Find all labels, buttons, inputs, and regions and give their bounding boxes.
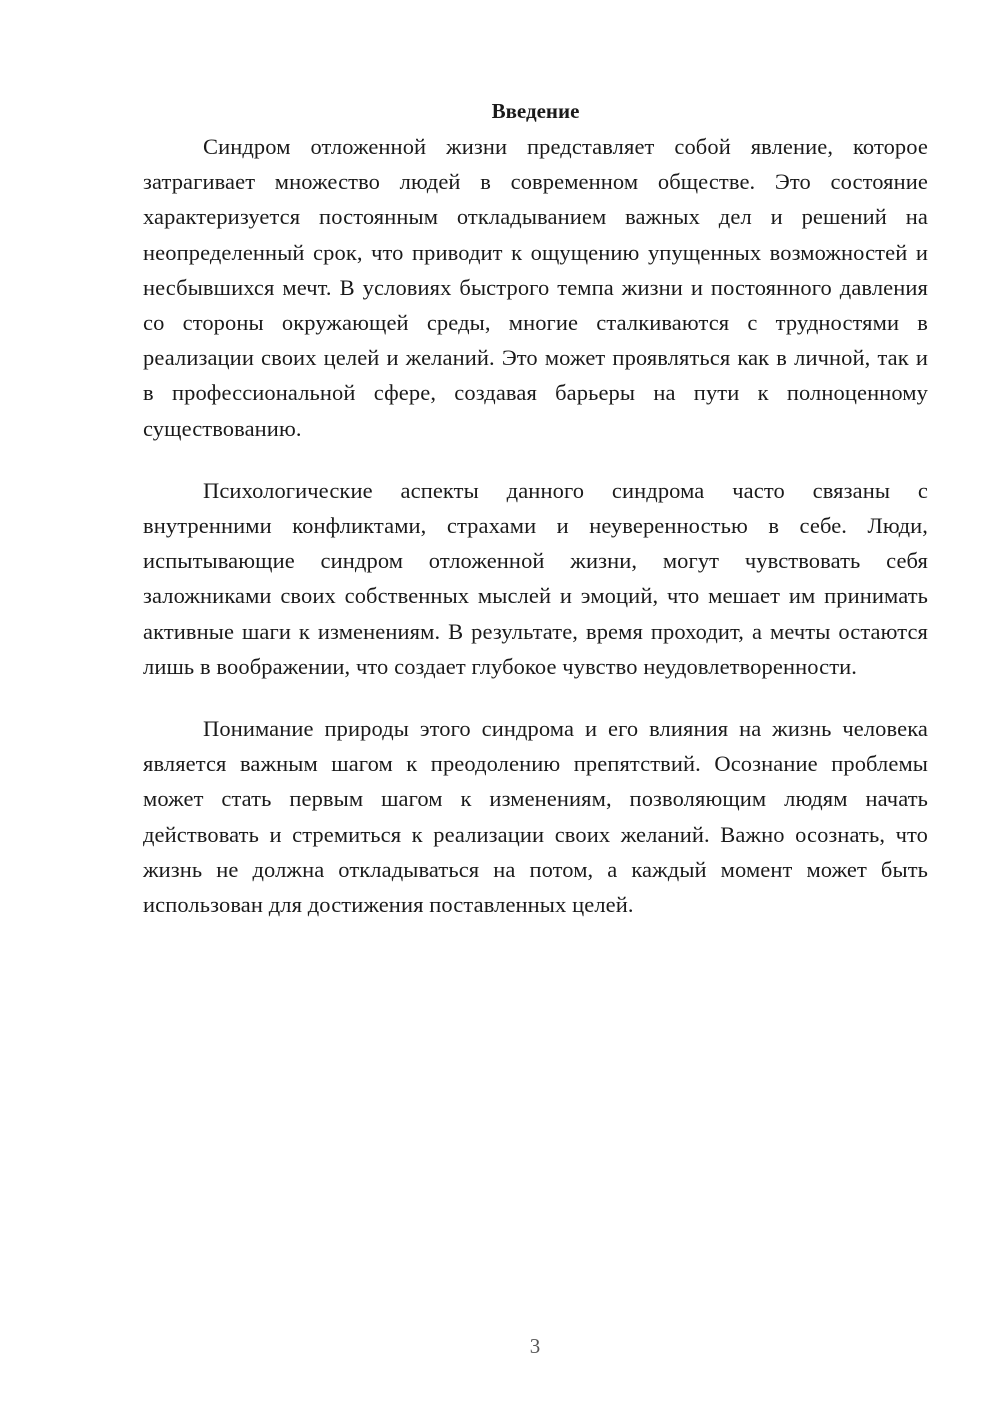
paragraph-1: Синдром отложенной жизни представляет собой явление, которое затрагивает множество людей в современном обществе. Это состояние характеризуется постоянным откладыванием важных дел и решений на неопределенный срок, что приводит к ощущению упущенных возможностей и несбывшихся мечт. В условиях быстрого темпа жизни и постоянного давления со стороны окружающей среды, многие сталкиваются с трудностями в реализации своих целей и желаний. Это может проявляться как в личной, так и в профессиональной сфере, создавая барьеры на пути к полноценному существованию. bbox=[143, 134, 928, 441]
page-number: 3 bbox=[529, 1334, 541, 1358]
paragraph-2: Психологические аспекты данного синдрома часто связаны с внутренними конфликтами, страхами и неуверенностью в себе. Люди, испытывающие синдром отложенной жизни, могут чувствовать себя заложниками своих собственных мыслей и эмоций, что мешает им принимать активные шаги к изменениям. В результате, время проходит, а мечты остаются лишь в воображении, что создает глубокое чувство неудовлетворенности. bbox=[143, 477, 928, 679]
section-title: Введение bbox=[491, 99, 580, 123]
paragraph-3: Понимание природы этого синдрома и его влияния на жизнь человека является важным шагом к преодолению препятствий. Осознание проблемы может стать первым шагом к изменениям, позволяющим людям начать действовать и стремиться к реализации своих желаний. Важно осознать, что жизнь не должна откладываться на потом, а каждый момент может быть использован для достижения поставленных целей. bbox=[143, 716, 928, 918]
page-content bbox=[143, 96, 928, 949]
